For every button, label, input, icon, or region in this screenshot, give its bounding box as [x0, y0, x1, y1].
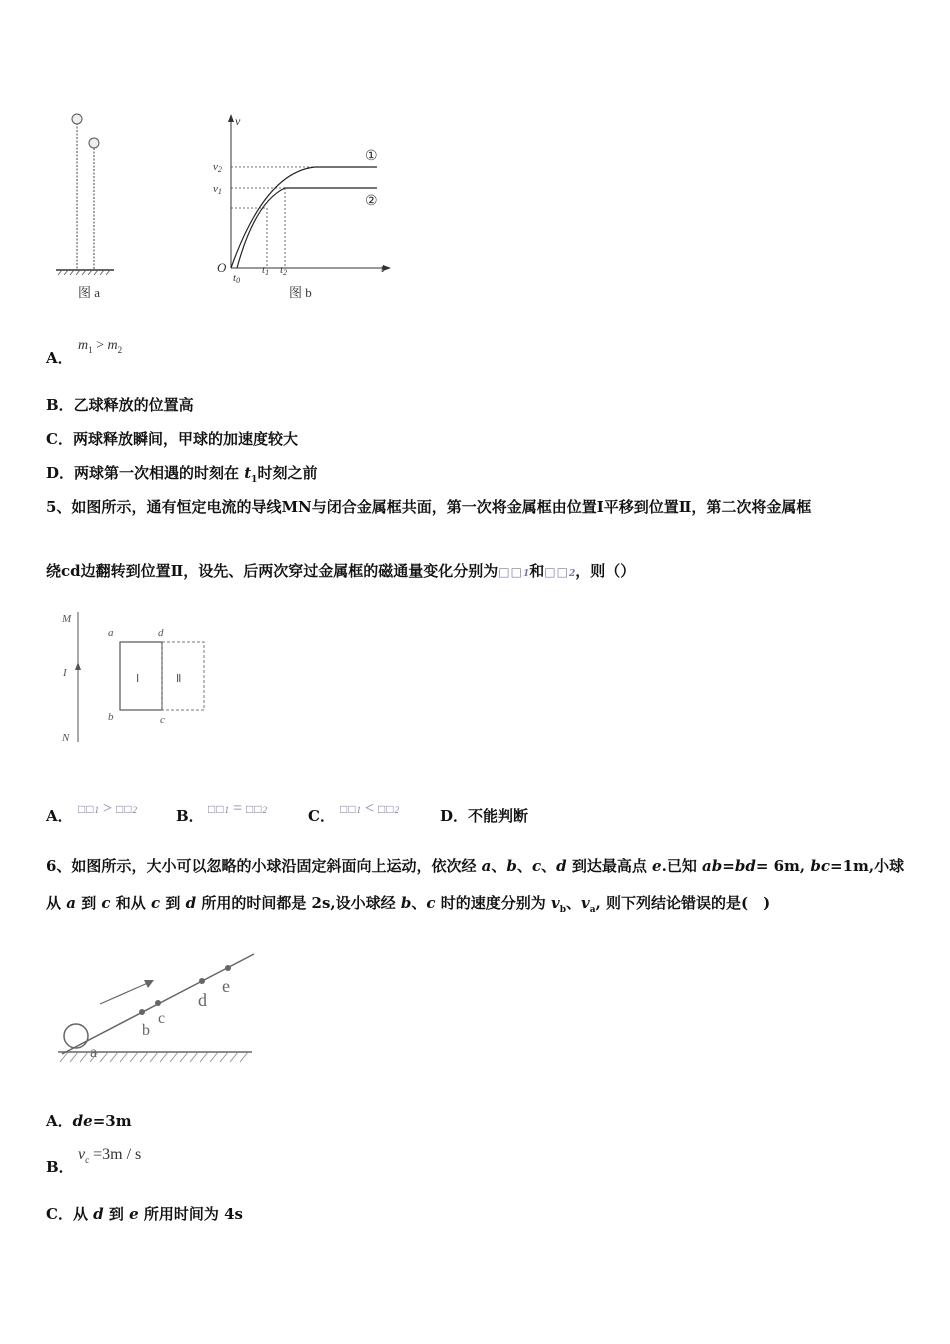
q5-stem-line1: 5、如图所示，通有恒定电流的导线MN与闭合金属框共面，第一次将金属框由位置Ⅰ平移到位置Ⅱ，第二次将金属框: [46, 498, 812, 516]
figure-a-caption: 图 a: [78, 285, 101, 300]
q5-option-c-math: □□1 < □□2: [340, 800, 400, 817]
svg-text:Ⅱ: Ⅱ: [176, 673, 182, 685]
ball-jia: [72, 114, 82, 124]
svg-text:b: b: [142, 1022, 150, 1039]
figure-b-caption: 图 b: [289, 285, 312, 300]
q4-option-c: C．两球释放瞬间，甲球的加速度较大: [46, 430, 298, 448]
svg-text:d: d: [198, 990, 207, 1010]
svg-text:b: b: [108, 711, 114, 723]
svg-text:I: I: [63, 667, 67, 679]
svg-text:②: ②: [365, 194, 378, 209]
q6-option-a: A．de=3m: [46, 1112, 132, 1130]
svg-text:d: d: [158, 627, 164, 639]
q5-option-d: D．不能判断: [440, 807, 529, 825]
svg-text:e: e: [222, 976, 230, 996]
q4-option-b: B．乙球释放的位置高: [46, 396, 194, 414]
svg-text:N: N: [62, 732, 70, 744]
svg-text:v: v: [235, 114, 241, 128]
q6-option-b-math: $v_c =3m / s$: [78, 1146, 142, 1166]
q5-option-b-label: B．: [176, 807, 204, 825]
q6-option-b-label: B．: [46, 1158, 74, 1176]
q4-option-a-math: $m_1 > m_2$: [78, 338, 123, 355]
q6-option-c: C．从 d 到 e 所用时间为 4s: [46, 1205, 243, 1223]
svg-text:M: M: [62, 613, 72, 625]
svg-text:c: c: [160, 714, 165, 726]
q6-stem-line2: 从 a 到 c 和从 c 到 d 所用的时间都是 2s,设小球经 b、c 时的速度分别为 $v_b$、$v_a$, 则下列结论错误的是( ): [46, 894, 771, 915]
q5-option-c-label: C．: [308, 807, 335, 825]
svg-text:v2: v2: [213, 161, 222, 174]
q6-incline-figure: [54, 944, 264, 1074]
svg-text:a: a: [90, 1044, 98, 1061]
q4-option-a: A．: [46, 349, 73, 367]
figure-a: [50, 108, 130, 308]
curve-2: [237, 188, 377, 268]
q5-options: A．: [46, 807, 73, 825]
frame-position-1: [120, 642, 162, 710]
q5-option-b-math: □□1 = □□2: [208, 800, 268, 817]
figure-b-vt-graph: [205, 112, 405, 308]
q6-stem-line1: 6、如图所示，大小可以忽略的小球沿固定斜面向上运动，依次经 a、b、c、d 到达最高点 e.已知 ab=bd= 6m, bc=1m,小球: [46, 857, 905, 875]
q5-figure: [54, 604, 254, 754]
frame-position-2: [162, 642, 204, 710]
svg-text:O: O: [217, 260, 227, 275]
ball-yi: [89, 138, 99, 148]
q5-stem-line2: 绕cd边翻转到位置Ⅱ，设先、后两次穿过金属框的磁通量变化分别为□□1和□□2，则（）: [46, 562, 636, 580]
q5-option-a-math: □□1 > □□2: [78, 800, 138, 817]
svg-text:t2: t2: [280, 264, 288, 277]
svg-text:t: t: [381, 261, 385, 275]
curve-1: [231, 167, 377, 268]
svg-text:a: a: [108, 627, 114, 639]
svg-text:t0: t0: [233, 272, 241, 285]
svg-text:①: ①: [365, 149, 378, 164]
svg-text:Ⅰ: Ⅰ: [136, 673, 140, 685]
q4-option-d: D．两球第一次相遇的时刻在 $t_1$时刻之前: [46, 464, 318, 485]
svg-text:c: c: [158, 1010, 166, 1027]
svg-text:t1: t1: [262, 264, 270, 277]
ball: [64, 1024, 88, 1048]
svg-text:v1: v1: [213, 183, 222, 196]
